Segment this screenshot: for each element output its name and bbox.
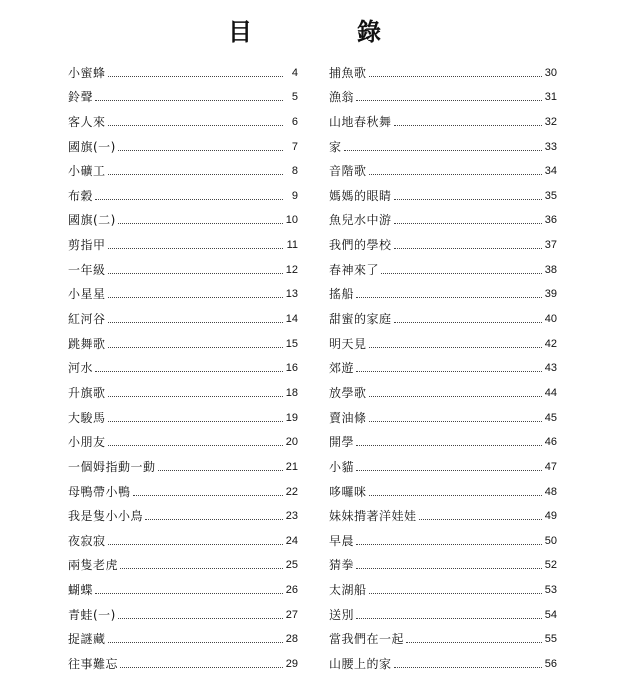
toc-entry-page-number: 44	[544, 386, 557, 399]
toc-entry-page-number: 21	[285, 460, 298, 473]
dot-leader	[356, 445, 542, 446]
toc-entry-page-number: 23	[285, 510, 298, 523]
toc-entry-title: 河水	[68, 361, 94, 376]
dot-leader	[394, 199, 542, 200]
toc-entry	[68, 499, 298, 524]
toc-entry	[329, 80, 557, 105]
toc-entry-title: 小礦工	[68, 164, 106, 179]
dot-leader	[381, 273, 542, 274]
toc-entry-title: 太湖船	[329, 583, 367, 598]
toc-entry-title: 小蜜蜂	[68, 65, 106, 80]
toc-entry-page-number: 36	[544, 214, 557, 227]
dot-leader	[356, 544, 542, 545]
toc-entry	[68, 548, 298, 573]
dot-leader	[369, 495, 542, 496]
toc-entry-page-number: 38	[544, 263, 557, 276]
toc-entry	[68, 474, 298, 499]
toc-entry-title: 猜拳	[329, 558, 355, 573]
dot-leader	[356, 100, 542, 101]
toc-entry	[68, 252, 298, 277]
toc-entry-title: 升旗歌	[68, 385, 106, 400]
toc-entry	[329, 449, 557, 474]
toc-entry-title: 小朋友	[68, 435, 106, 450]
dot-leader	[120, 568, 283, 569]
dot-leader	[344, 150, 542, 151]
toc-entry	[329, 425, 557, 450]
toc-entry-page-number: 13	[285, 288, 298, 301]
toc-entry-page-number: 40	[544, 313, 557, 326]
toc-entry-title: 魚兒水中游	[329, 213, 392, 228]
dot-leader	[394, 322, 542, 323]
toc-entry-title: 客人來	[68, 114, 106, 129]
toc-entry-title: 家	[329, 139, 342, 154]
toc-entry-title: 早晨	[329, 533, 355, 548]
dot-leader	[95, 199, 283, 200]
toc-entry	[68, 622, 298, 647]
dot-leader	[118, 223, 283, 224]
dot-leader	[406, 642, 542, 643]
toc-entry-title: 哆囉咪	[329, 484, 367, 499]
toc-entry	[329, 646, 557, 671]
dot-leader	[108, 445, 283, 446]
toc-entry-title: 兩隻老虎	[68, 558, 119, 573]
toc-entry-title: 國旗(二)	[68, 213, 116, 228]
toc-entry-page-number: 14	[285, 313, 298, 326]
dot-leader	[108, 322, 283, 323]
toc-entry	[329, 154, 557, 179]
toc-entry-page-number: 53	[544, 584, 557, 597]
dot-leader	[118, 618, 283, 619]
toc-entry-page-number: 18	[285, 386, 298, 399]
toc-entry-page-number: 52	[544, 559, 557, 572]
dot-leader	[145, 519, 283, 520]
toc-entry-title: 山地春秋舞	[329, 114, 392, 129]
dot-leader	[108, 297, 283, 298]
toc-entry-page-number: 5	[291, 91, 298, 104]
toc-entry	[329, 227, 557, 252]
toc-entry	[68, 523, 298, 548]
toc-entry	[68, 597, 298, 622]
toc-entry-title: 音階歌	[329, 164, 367, 179]
toc-entry-title: 媽媽的眼睛	[329, 188, 392, 203]
toc-entry-page-number: 48	[544, 485, 557, 498]
toc-entry	[329, 597, 557, 622]
dot-leader	[394, 248, 542, 249]
toc-entry-page-number: 22	[285, 485, 298, 498]
toc-entry	[329, 523, 557, 548]
dot-leader	[120, 667, 283, 668]
toc-entry-page-number: 43	[544, 362, 557, 375]
toc-entry-page-number: 8	[291, 165, 298, 178]
toc-entry	[68, 80, 298, 105]
dot-leader	[419, 519, 542, 520]
dot-leader	[356, 371, 542, 372]
toc-entry	[68, 227, 298, 252]
dot-leader	[394, 125, 542, 126]
toc-entry-page-number: 37	[544, 239, 557, 252]
toc-entry-page-number: 7	[291, 140, 298, 153]
toc-entry-title: 捉謎藏	[68, 632, 106, 647]
toc-entry-page-number: 15	[285, 337, 298, 350]
toc-entry	[329, 252, 557, 277]
toc-entry	[68, 400, 298, 425]
dot-leader	[108, 248, 283, 249]
dot-leader	[394, 223, 542, 224]
dot-leader	[95, 371, 283, 372]
dot-leader	[356, 297, 542, 298]
toc-entry	[68, 572, 298, 597]
toc-right-column	[329, 55, 557, 671]
toc-entry-page-number: 34	[544, 165, 557, 178]
toc-entry-page-number: 16	[285, 362, 298, 375]
toc-entry	[68, 425, 298, 450]
toc-entry-title: 布穀	[68, 188, 94, 203]
toc-entry-title: 甜蜜的家庭	[329, 312, 392, 327]
toc-entry-page-number: 42	[544, 337, 557, 350]
toc-entry-title: 我們的學校	[329, 238, 392, 253]
title-part-2: 錄	[357, 18, 382, 46]
dot-leader	[369, 76, 542, 77]
toc-entry	[329, 548, 557, 573]
toc-entry	[329, 400, 557, 425]
toc-entry	[329, 104, 557, 129]
dot-leader	[118, 150, 283, 151]
toc-left-column	[68, 55, 298, 671]
dot-leader	[369, 421, 542, 422]
dot-leader	[356, 568, 542, 569]
toc-entry	[68, 449, 298, 474]
toc-entry-title: 我是隻小小鳥	[68, 509, 144, 524]
toc-entry	[329, 572, 557, 597]
toc-entry	[329, 375, 557, 400]
toc-entry-title: 郊遊	[329, 361, 355, 376]
toc-entry-title: 開學	[329, 435, 355, 450]
toc-entry	[329, 55, 557, 80]
dot-leader	[108, 396, 283, 397]
dot-leader	[369, 174, 542, 175]
toc-entry-page-number: 19	[285, 411, 298, 424]
toc-entry-page-number: 25	[285, 559, 298, 572]
toc-entry	[68, 646, 298, 671]
toc-entry-page-number: 28	[285, 633, 298, 646]
toc-entry-page-number: 49	[544, 510, 557, 523]
toc-entry-title: 往事難忘	[68, 657, 119, 672]
toc-entry-title: 搖船	[329, 287, 355, 302]
toc-entry-title: 明天見	[329, 336, 367, 351]
toc-entry	[329, 178, 557, 203]
toc-entry-page-number: 39	[544, 288, 557, 301]
toc-entry-title: 一年級	[68, 262, 106, 277]
toc-entry-page-number: 33	[544, 140, 557, 153]
toc-entry	[329, 301, 557, 326]
toc-entry	[329, 203, 557, 228]
toc-entry	[329, 499, 557, 524]
toc-entry-title: 賣油條	[329, 410, 367, 425]
toc-entry-page-number: 24	[285, 534, 298, 547]
toc-entry-title: 送別	[329, 607, 355, 622]
toc-entry-page-number: 6	[291, 115, 298, 128]
toc-entry	[329, 351, 557, 376]
toc-entry-page-number: 26	[285, 584, 298, 597]
toc-entry	[68, 301, 298, 326]
dot-leader	[108, 544, 283, 545]
toc-entry-page-number: 55	[544, 633, 557, 646]
toc-entry	[68, 178, 298, 203]
toc-entry	[329, 474, 557, 499]
toc-entry-title: 母鴨帶小鴨	[68, 484, 131, 499]
dot-leader	[108, 642, 283, 643]
toc-entry-page-number: 4	[291, 66, 298, 79]
toc-entry	[68, 326, 298, 351]
toc-entry-title: 大駿馬	[68, 410, 106, 425]
toc-entry-page-number: 10	[285, 214, 298, 227]
toc-entry	[68, 55, 298, 80]
toc-entry-page-number: 50	[544, 534, 557, 547]
toc-entry-page-number: 31	[544, 91, 557, 104]
dot-leader	[369, 396, 542, 397]
toc-entry-title: 小貓	[329, 459, 355, 474]
toc-entry-title: 蝴蝶	[68, 583, 94, 598]
toc-entry-title: 剪指甲	[68, 238, 106, 253]
toc-entry-title: 山腰上的家	[329, 657, 392, 672]
toc-entry	[68, 129, 298, 154]
dot-leader	[108, 76, 283, 77]
toc-entry-title: 當我們在一起	[329, 632, 405, 647]
toc-entry-page-number: 30	[544, 66, 557, 79]
dot-leader	[108, 273, 283, 274]
toc-entry	[68, 351, 298, 376]
toc-entry-title: 夜寂寂	[68, 533, 106, 548]
toc-entry-title: 漁翁	[329, 90, 355, 105]
toc-entry-title: 一個姆指動一動	[68, 459, 156, 474]
toc-entry	[68, 203, 298, 228]
toc-entry-page-number: 46	[544, 436, 557, 449]
toc-entry-page-number: 20	[285, 436, 298, 449]
dot-leader	[356, 470, 542, 471]
toc-entry-page-number: 27	[285, 608, 298, 621]
toc-entry-title: 國旗(一)	[68, 139, 116, 154]
toc-entry-title: 春神來了	[329, 262, 380, 277]
page-title	[0, 6, 617, 46]
dot-leader	[108, 347, 283, 348]
dot-leader	[394, 667, 542, 668]
toc-entry	[68, 375, 298, 400]
toc-entry-page-number: 35	[544, 189, 557, 202]
title-part-1: 目	[228, 18, 253, 46]
toc-entry-page-number: 47	[544, 460, 557, 473]
toc-entry-title: 小星星	[68, 287, 106, 302]
dot-leader	[95, 593, 283, 594]
toc-entry-page-number: 56	[544, 658, 557, 671]
toc-entry	[68, 104, 298, 129]
dot-leader	[108, 174, 283, 175]
toc-entry-page-number: 9	[291, 189, 298, 202]
dot-leader	[133, 495, 283, 496]
dot-leader	[369, 593, 542, 594]
toc-entry	[68, 154, 298, 179]
toc-entry	[329, 129, 557, 154]
dot-leader	[108, 125, 283, 126]
toc-entry-page-number: 12	[285, 263, 298, 276]
dot-leader	[369, 347, 542, 348]
toc-entry	[329, 622, 557, 647]
toc-entry-title: 放學歌	[329, 385, 367, 400]
dot-leader	[158, 470, 283, 471]
dot-leader	[108, 421, 283, 422]
toc-entry-title: 跳舞歌	[68, 336, 106, 351]
toc-entry-title: 紅河谷	[68, 312, 106, 327]
toc-entry-page-number: 32	[544, 115, 557, 128]
toc-entry-page-number: 11	[286, 239, 298, 252]
toc-entry	[68, 277, 298, 302]
toc-entry-title: 鈴聲	[68, 90, 94, 105]
toc-entry-title: 捕魚歌	[329, 65, 367, 80]
toc-entry-page-number: 29	[285, 658, 298, 671]
toc-entry-page-number: 45	[544, 411, 557, 424]
toc-entry-title: 青蛙(一)	[68, 607, 116, 622]
toc-entry-title: 妹妹揹著洋娃娃	[329, 509, 417, 524]
dot-leader	[95, 100, 283, 101]
dot-leader	[356, 618, 542, 619]
toc-entry-page-number: 54	[544, 608, 557, 621]
toc-entry	[329, 326, 557, 351]
toc-entry	[329, 277, 557, 302]
